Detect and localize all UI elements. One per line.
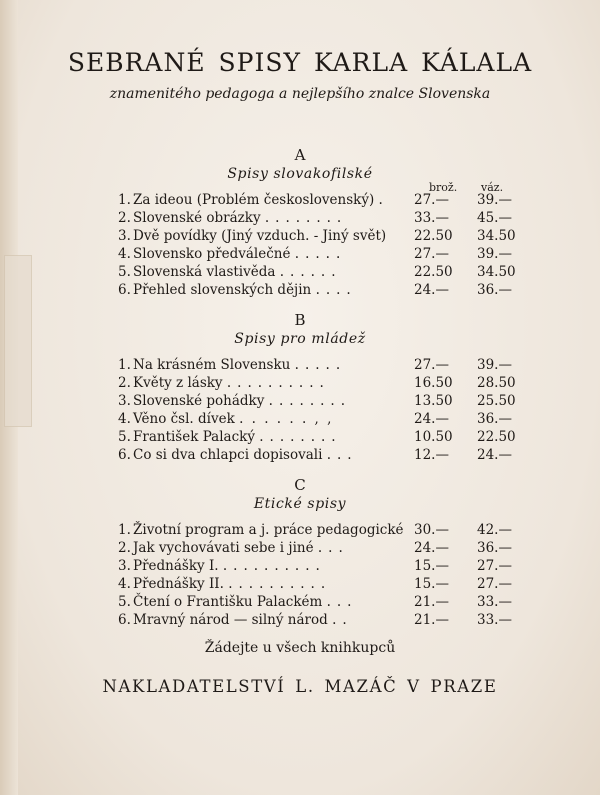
item-number: 2. (118, 210, 131, 226)
item-number: 5. (118, 429, 131, 445)
item-price-broz: 15.— (414, 576, 449, 592)
item-title: Květy z lásky .......... (133, 375, 330, 391)
item-title: Čtení o Františku Palackém ... (133, 594, 358, 610)
item-number: 3. (118, 393, 131, 409)
item-number: 1. (118, 357, 131, 373)
item-price-broz: 10.50 (414, 429, 453, 445)
item-price-vaz: 36.— (477, 411, 512, 427)
item-price-vaz: 24.— (477, 447, 512, 463)
section-c-letter: C (294, 476, 306, 494)
item-title: Dvě povídky (Jiný vzduch. - Jiný svět) (133, 228, 387, 244)
item-price-vaz: 36.— (477, 282, 512, 298)
item-number: 5. (118, 264, 131, 280)
item-title: Na krásném Slovensku ..... (133, 357, 347, 373)
list-item (0, 558, 600, 576)
item-number: 2. (118, 540, 131, 556)
item-price-broz: 21.— (414, 594, 449, 610)
item-price-broz: 16.50 (414, 375, 453, 391)
item-price-broz: 24.— (414, 282, 449, 298)
section-b-name: Spisy pro mládež (234, 331, 366, 347)
item-title: František Palacký ........ (133, 429, 342, 445)
list-item (0, 375, 600, 393)
section-b-letter: B (294, 311, 306, 329)
item-title: Životní program a j. práce pedagogické (133, 522, 404, 538)
item-number: 3. (118, 558, 131, 574)
item-price-vaz: 33.— (477, 612, 512, 628)
item-number: 6. (118, 612, 131, 628)
list-item (0, 246, 600, 264)
item-number: 4. (118, 246, 131, 262)
list-item (0, 264, 600, 282)
item-price-vaz: 28.50 (477, 375, 516, 391)
item-price-broz: 15.— (414, 558, 449, 574)
item-price-vaz: 42.— (477, 522, 512, 538)
item-price-broz: 22.50 (414, 264, 453, 280)
item-title: Slovenské pohádky ........ (133, 393, 351, 409)
item-number: 3. (118, 228, 131, 244)
item-number: 5. (118, 594, 131, 610)
list-item (0, 429, 600, 447)
item-price-broz: 27.— (414, 357, 449, 373)
column-broz-header: brož. (429, 181, 458, 194)
list-item (0, 447, 600, 465)
item-price-vaz: 22.50 (477, 429, 516, 445)
item-number: 1. (118, 522, 131, 538)
item-title: Přednášky II. .......... (133, 576, 332, 592)
publisher-name: NAKLADATELSTVÍ L. MAZÁČ V PRAZE (102, 677, 498, 696)
item-price-broz: 33.— (414, 210, 449, 226)
item-price-vaz: 34.50 (477, 264, 516, 280)
list-item (0, 357, 600, 375)
list-item (0, 576, 600, 594)
section-c-name: Etické spisy (253, 496, 347, 512)
catalog-subtitle: znamenitého pedagoga a nejlepšího znalce Slovenska (109, 86, 491, 102)
item-price-vaz: 39.— (477, 192, 512, 208)
item-price-broz: 24.— (414, 540, 449, 556)
item-number: 1. (118, 192, 131, 208)
item-title: Za ideou (Problém československý) . (133, 192, 389, 208)
list-item (0, 393, 600, 411)
list-item (0, 411, 600, 429)
item-number: 4. (118, 576, 131, 592)
item-price-vaz: 39.— (477, 357, 512, 373)
section-a-name: Spisy slovakofilské (227, 166, 373, 182)
item-price-broz: 27.— (414, 192, 449, 208)
section-a-letter: A (294, 146, 306, 164)
order-note: Žádejte u všech knihkupců (204, 640, 396, 656)
item-price-vaz: 33.— (477, 594, 512, 610)
item-number: 2. (118, 375, 131, 391)
item-title: Věno čsl. dívek . . . . . . , , (133, 411, 334, 427)
catalog-title: SEBRANÉ SPISY KARLA KÁLALA (67, 48, 533, 77)
item-price-vaz: 39.— (477, 246, 512, 262)
list-item (0, 522, 600, 540)
item-price-vaz: 25.50 (477, 393, 516, 409)
item-title: Slovenské obrázky ........ (133, 210, 348, 226)
list-item (0, 540, 600, 558)
item-number: 6. (118, 282, 131, 298)
item-price-broz: 22.50 (414, 228, 453, 244)
item-title: Co si dva chlapci dopisovali ... (133, 447, 358, 463)
item-price-broz: 21.— (414, 612, 449, 628)
column-vaz-header: váz. (481, 181, 504, 194)
list-item (0, 282, 600, 300)
item-price-vaz: 45.— (477, 210, 512, 226)
list-item (0, 594, 600, 612)
item-number: 6. (118, 447, 131, 463)
item-price-broz: 13.50 (414, 393, 453, 409)
list-item (0, 228, 600, 246)
item-price-broz: 27.— (414, 246, 449, 262)
item-title: Jak vychovávati sebe i jiné ... (133, 540, 349, 556)
list-item (0, 210, 600, 228)
item-price-vaz: 34.50 (477, 228, 516, 244)
item-price-broz: 24.— (414, 411, 449, 427)
item-title: Slovensko předválečné ..... (133, 246, 347, 262)
item-title: Přehled slovenských dějin .... (133, 282, 357, 298)
item-price-vaz: 27.— (477, 576, 512, 592)
list-item (0, 612, 600, 630)
item-title: Mravný národ — silný národ .. (133, 612, 353, 628)
item-title: Slovenská vlastivěda ...... (133, 264, 342, 280)
item-title: Přednášky I. .......... (133, 558, 326, 574)
item-price-broz: 12.— (414, 447, 449, 463)
item-price-broz: 30.— (414, 522, 449, 538)
item-price-vaz: 36.— (477, 540, 512, 556)
item-price-vaz: 27.— (477, 558, 512, 574)
item-number: 4. (118, 411, 131, 427)
list-item (0, 192, 600, 210)
